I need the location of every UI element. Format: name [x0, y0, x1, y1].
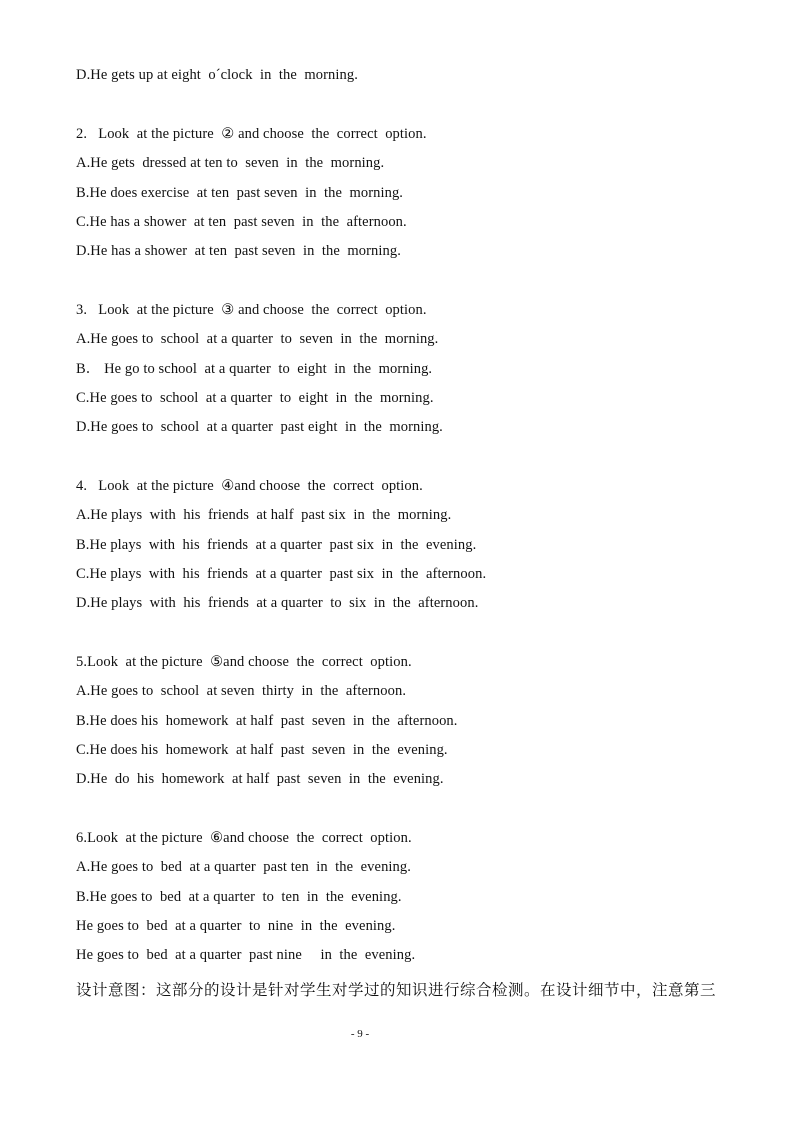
option-2a: A.He gets dressed at ten to seven in the morning.	[76, 155, 385, 171]
question-2: 2. Look at the picture ② and choose the correct option.	[76, 126, 427, 142]
option-3c: C.He goes to school at a quarter to eight in the morning.	[76, 390, 434, 406]
option-5b: B.He does his homework at half past seven in the afternoon.	[76, 713, 458, 729]
option-5d: D.He do his homework at half past seven in the evening.	[76, 771, 444, 787]
option-3b: B． He go to school at a quarter to eight in the morning.	[76, 361, 433, 377]
option-2c: C.He has a shower at ten past seven in the afternoon.	[76, 214, 407, 230]
design-intent-text: 设计意图：这部分的设计是针对学生对学过的知识进行综合检测。在设计细节中，注意第三	[76, 981, 717, 999]
option-6b: B.He goes to bed at a quarter to ten in the evening.	[76, 889, 402, 905]
option-6d: He goes to bed at a quarter past nine in the evening.	[76, 947, 416, 963]
option-4b: B.He plays with his friends at a quarter past six in the evening.	[76, 537, 477, 553]
option-4a: A.He plays with his friends at half past six in the morning.	[76, 507, 452, 523]
option-3d: D.He goes to school at a quarter past eight in the morning.	[76, 419, 443, 435]
question-6: 6.Look at the picture ⑥and choose the correct option.	[76, 830, 412, 846]
option-2d: D.He has a shower at ten past seven in the morning.	[76, 243, 401, 259]
option-4c: C.He plays with his friends at a quarter past six in the afternoon.	[76, 566, 487, 582]
option-3a: A.He goes to school at a quarter to seven in the morning.	[76, 331, 439, 347]
option-1d: D.He gets up at eight o´clock in the morning.	[76, 67, 358, 83]
option-5c: C.He does his homework at half past seven in the evening.	[76, 742, 448, 758]
question-5: 5.Look at the picture ⑤and choose the correct option.	[76, 654, 412, 670]
question-3: 3. Look at the picture ③ and choose the correct option.	[76, 302, 427, 318]
question-4: 4. Look at the picture ④and choose the correct option.	[76, 478, 423, 494]
page-number: - 9 -	[350, 1028, 370, 1040]
option-5a: A.He goes to school at seven thirty in the afternoon.	[76, 683, 407, 699]
option-2b: B.He does exercise at ten past seven in the morning.	[76, 185, 404, 201]
option-4d: D.He plays with his friends at a quarter to six in the afternoon.	[76, 595, 479, 611]
option-6a: A.He goes to bed at a quarter past ten in the evening.	[76, 859, 411, 875]
option-6c: He goes to bed at a quarter to nine in the evening.	[76, 918, 396, 934]
